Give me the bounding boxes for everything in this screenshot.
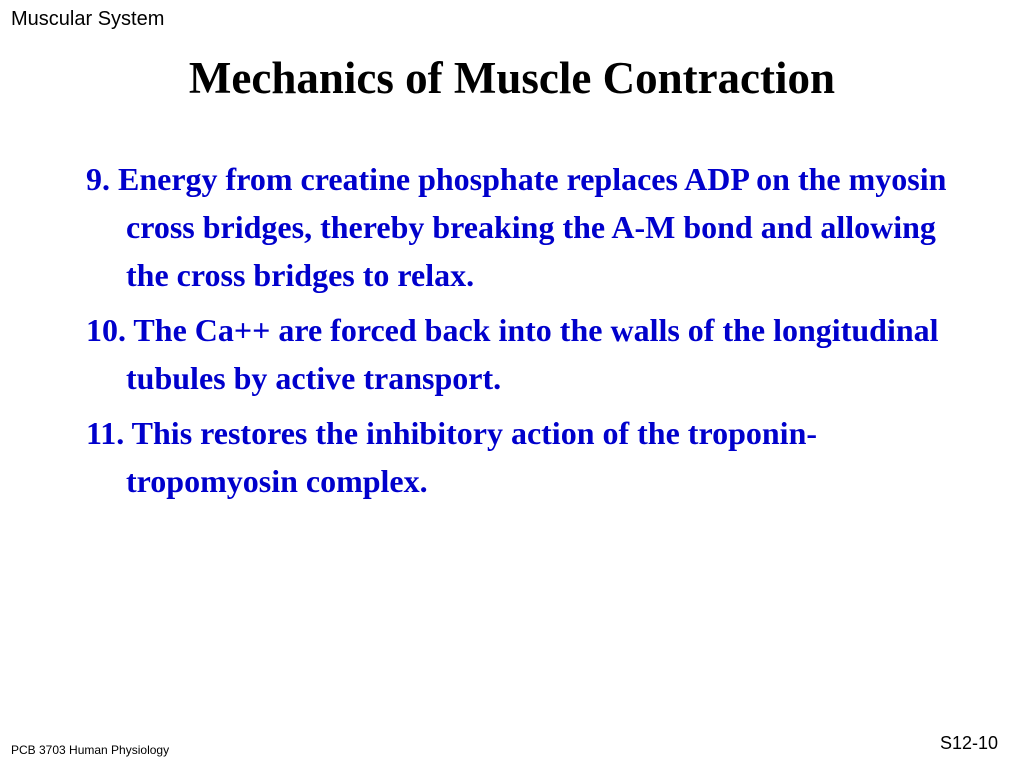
list-item-9: 9. Energy from creatine phosphate replaces ADP on the myosin cross bridges, thereby breaking the A-M bond and allowing the cross bridges to relax. <box>86 161 947 293</box>
slide-number: S12-10 <box>939 733 998 753</box>
section-label: Muscular System <box>11 8 165 30</box>
bullet-list <box>86 155 966 512</box>
course-footer: PCB 3703 Human Physiology <box>11 743 170 757</box>
list-item-11: 11. This restores the inhibitory action of the troponin-tropomyosin complex. <box>86 415 818 499</box>
slide-title: Mechanics of Muscle Contraction <box>188 53 836 103</box>
list-item-10: 10. The Ca++ are forced back into the walls of the longitudinal tubules by active transport. <box>86 312 939 396</box>
